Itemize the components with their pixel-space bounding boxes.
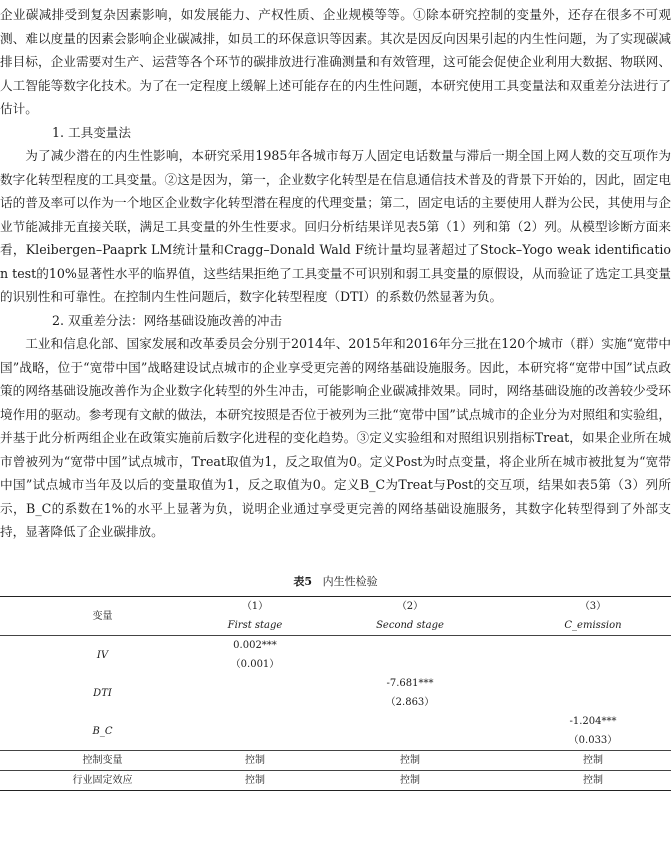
col-name-1: First stage [227, 620, 283, 631]
cell-controls-3: 控制 [515, 751, 671, 771]
section-heading-instrumental-variable: 1. 工具变量法 [52, 125, 131, 140]
cell-dti-se-1 [205, 693, 305, 712]
cell-iv-se-1: （0.001） [230, 659, 280, 670]
header-variable: 变量 [0, 597, 205, 636]
cell-industry-fe-3: 控制 [515, 771, 671, 791]
row-label-dti: DTI [93, 687, 112, 699]
table-number: 表5 [293, 575, 313, 588]
col-number-3: （3） [515, 597, 671, 617]
cell-bc-2 [305, 712, 515, 731]
table-row-bc-coef [0, 712, 671, 731]
row-label-iv: IV [0, 636, 205, 675]
cell-bc-se-3: （0.033） [568, 735, 618, 746]
table-header-row-numbers [0, 597, 671, 617]
cell-dti-3 [515, 674, 671, 693]
row-label-industry-fe: 行业固定效应 [0, 771, 205, 791]
table-row-dti-coef [0, 674, 671, 693]
paragraph-3: 工业和信息化部、国家发展和改革委员会分别于2014年、2015年和2016年分三批在120个城市（群）实施“宽带中国”战略，位于“宽带中国”战略建设试点城市的企业享受更完善的网络基础设施服务。因此，本研究将“宽带中国”试点政策的网络基础设施改善作为企业数字化转型的外生冲击，可能影响企业碳减排效果。同时，网络基础设施的改善较少受环境作用的驱动。参考现有文献的做法，本研究按照是否位于被列为三批“宽带中国”试点城市的企业分为对照组和实验组，并基于此分析两组企业在政策实施前后数字化进程的变化趋势。③定义实验组和对照组识别指标Treat，如果企业所在城市曾被列为“宽带中国”试点城市，Treat取值为1，反之取值为0。定义Post为时点变量，将企业所在城市被批复为“宽带中国”试点城市当年及以后的变量取值为1，反之取值为0。定义B_C为Treat与Post的交互项，结果如表5第（3）列所示，B_C的系数在1%的水平上显著为负，说明企业通过享受更完善的网络基础设施服务，其数字化转型得到了外部支持，显著降低了企业碳排放。 [0, 336, 671, 539]
table-row-controls [0, 751, 671, 771]
cell-iv-1: 0.002*** [205, 636, 305, 656]
cell-dti-1 [205, 674, 305, 693]
cell-bc-3: -1.204*** [569, 716, 617, 727]
col-name-2: Second stage [376, 620, 444, 631]
cell-bc-se-2 [305, 731, 515, 751]
cell-dti-2: -7.681*** [386, 678, 434, 689]
table-row-iv-coef [0, 636, 671, 656]
cell-iv-se-3 [515, 655, 671, 674]
table-title: 内生性检验 [322, 575, 378, 588]
cell-iv-2 [305, 636, 515, 656]
row-label-bc: B_C [92, 725, 113, 737]
cell-bc-se-1 [205, 731, 305, 751]
paragraph-1: 企业碳减排受到复杂因素影响，如发展能力、产权性质、企业规模等等。①除本研究控制的变量外，还存在很多不可观测、难以度量的因素会影响企业碳减排，如员工的环保意识等因素。其次是因反向因果引起的内生性问题，为了实现碳减排目标，企业需要对生产、运营等各个环节的碳排放进行准确测量和有效管理，这可能会促使企业利用大数据、物联网、人工智能等数字化技术。为了在一定程度上缓解上述可能存在的内生性问题，本研究使用工具变量法和双重差分法进行了估计。 [0, 7, 671, 116]
table-caption [0, 574, 671, 590]
cell-iv-3 [515, 636, 671, 656]
cell-dti-se-3 [515, 693, 671, 712]
paragraph-2: 为了减少潜在的内生性影响，本研究采用1985年各城市每万人固定电话数量与滞后一期全国上网人数的交互项作为数字化转型程度的工具变量。②这是因为，第一，企业数字化转型是在信息通信技术普及的背景下开始的，因此，固定电话的普及率可以作为一个地区企业数字化转型潜在程度的代理变量；第二，固定电话的主要使用人群为公民，其使用与企业节能减排无直接关联，满足工具变量的外生性要求。回归分析结果详见表5第（1）列和第（2）列。从模型诊断方面来看，Kleibergen–Paaprk LM统计量和Cragg–Donald Wald F统计量均显著超过了Stock–Yogo weak identification test的10%显著性水平的临界值，这些结果拒绝了工具变量不可识别和弱工具变量的原假设，从而验证了选定工具变量的识别性和可靠性。在控制内生性问题后，数字化转型程度（DTI）的系数仍然显著为负。 [0, 148, 671, 304]
cell-iv-se-2 [305, 655, 515, 674]
col-name-3: C_emission [564, 620, 622, 631]
row-label-controls: 控制变量 [0, 751, 205, 771]
cell-dti-se-2: （2.863） [385, 697, 435, 708]
cell-industry-fe-2: 控制 [305, 771, 515, 791]
section-heading-did: 2. 双重差分法：网络基础设施改善的冲击 [52, 313, 283, 328]
table-row-industry-fe [0, 771, 671, 791]
endogeneity-table [0, 596, 671, 791]
col-number-1: （1） [205, 597, 305, 617]
col-number-2: （2） [305, 597, 515, 617]
cell-bc-1 [205, 712, 305, 731]
cell-industry-fe-1: 控制 [205, 771, 305, 791]
cell-controls-2: 控制 [305, 751, 515, 771]
cell-controls-1: 控制 [205, 751, 305, 771]
